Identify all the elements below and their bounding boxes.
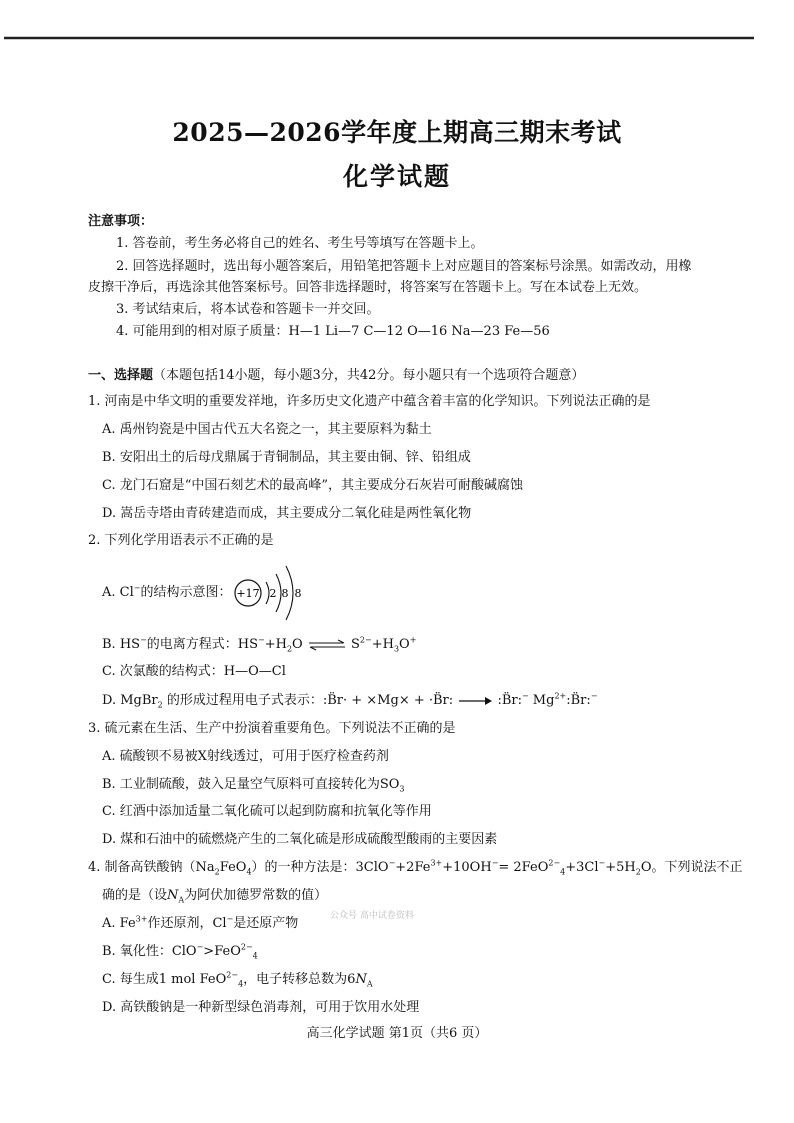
q4c-n: N bbox=[355, 972, 367, 987]
question-4-option-c bbox=[102, 971, 373, 989]
exam-subject: 化学试题 bbox=[342, 162, 451, 191]
q2b-right3: O bbox=[399, 637, 410, 652]
q4-sub2: 4 bbox=[246, 867, 252, 877]
question-1-option-a: A. 禹州钧瓷是中国古代五大名瓷之一，其主要原料为黏土 bbox=[102, 422, 432, 437]
q3b-prefix: B. 工业制硫酸，鼓入足量空气原料可直接转化为SO bbox=[102, 777, 400, 792]
cl-structure-diagram bbox=[228, 560, 318, 626]
q4a-sup: 3+ bbox=[135, 914, 148, 924]
q4-na-sub: A bbox=[178, 895, 185, 905]
question-2-option-d bbox=[102, 692, 597, 710]
note-item: 3. 考试结束后，将本试卷和答题卡一并交回。 bbox=[116, 302, 380, 317]
question-2-option-c: C. 次氯酸的结构式：H—O—Cl bbox=[102, 664, 286, 679]
q2d-right2: :B̈r: bbox=[566, 693, 591, 708]
question-4-stem-line2 bbox=[102, 887, 327, 905]
q2b-sup2: − bbox=[258, 635, 265, 645]
q4a-sup2: − bbox=[226, 914, 234, 924]
q4-sup1: − bbox=[388, 858, 396, 868]
q4-sup5: − bbox=[598, 858, 606, 868]
q2b-prefix: B. HS bbox=[102, 637, 141, 652]
q4-sup4: 2− bbox=[548, 858, 561, 868]
question-3-option-c: C. 红酒中添加适量二氧化硫可以起到防腐和抗氧化等作用 bbox=[102, 804, 432, 819]
q4-sup3: − bbox=[491, 858, 499, 868]
note-item: 4. 可能用到的相对原子质量：H—1 Li—7 C—12 O—16 Na—23 Fe—56 bbox=[116, 324, 550, 339]
q2d-prefix: D. MgBr bbox=[102, 693, 158, 708]
q2a-sup: − bbox=[133, 583, 141, 593]
q4b-2: >FeO bbox=[203, 944, 241, 959]
question-1-option-d: D. 嵩岳寺塔由青砖建造而成，其主要成分二氧化硅是两性氧化物 bbox=[102, 506, 472, 521]
question-3-option-d: D. 煤和石油中的硫燃烧产生的二氧化硫是形成硫酸型酸雨的主要因素 bbox=[102, 832, 498, 847]
q4-s8: +5H bbox=[605, 860, 636, 875]
q2d-mg: Mg bbox=[528, 693, 555, 708]
shell-1-electrons: 2 bbox=[269, 587, 277, 600]
q4-sup2: 3+ bbox=[430, 858, 443, 868]
q2d-sup3: − bbox=[590, 691, 598, 701]
shell-2-electrons: 8 bbox=[281, 587, 289, 600]
question-3-stem: 3. 硫元素在生活、生产中扮演着重要角色。下列说法不正确的是 bbox=[88, 721, 456, 736]
q4-s3: ）的一种方法是：3ClO bbox=[251, 860, 389, 875]
q2a-prefix: A. Cl bbox=[102, 585, 134, 600]
q2b-sub2: 3 bbox=[393, 644, 400, 654]
section-title-text: 一、选择题 bbox=[88, 368, 154, 383]
q2b-sup: − bbox=[140, 635, 147, 645]
question-4-option-d: D. 高铁酸钠是一种新型绿色消毒剂，可用于饮用水处理 bbox=[102, 1000, 420, 1015]
q2b-sup3: 2− bbox=[359, 635, 372, 645]
q4-s9: O。下列说法不正 bbox=[640, 860, 743, 875]
shell-3-electrons: 8 bbox=[294, 587, 302, 600]
page-footer: 高三化学试题 第1页（共6 页） bbox=[306, 1026, 488, 1041]
q4-sub5: 2 bbox=[635, 867, 641, 877]
q4c-sub: 4 bbox=[238, 979, 244, 989]
question-2-option-a bbox=[102, 584, 231, 602]
question-4-option-b bbox=[102, 943, 258, 961]
reaction-arrow-icon bbox=[457, 696, 493, 706]
q4-s4: +2Fe bbox=[395, 860, 431, 875]
notes-heading: 注意事项： bbox=[88, 214, 154, 229]
question-4-stem-line1 bbox=[88, 859, 743, 877]
question-2-stem: 2. 下列化学用语表示不正确的是 bbox=[88, 533, 274, 548]
note-item: 1. 答卷前，考生务必将自己的姓名、考生号等填写在答题卡上。 bbox=[116, 236, 484, 251]
question-1-stem: 1. 河南是中华文明的重要发祥地，许多历史文化遗产中蕴含着丰富的化学知识。下列说法正确的是 bbox=[88, 394, 651, 409]
section-desc: （本题包括14小题，每小题3分，共42分。每小题只有一个选项符合题意） bbox=[153, 368, 585, 383]
q2a-text: 的结构示意图： bbox=[140, 585, 232, 600]
q4-s5: +10OH bbox=[442, 860, 492, 875]
q4c-1: C. 每生成1 mol FeO bbox=[102, 972, 227, 987]
q4c-2: ，电子转移总数为6 bbox=[243, 972, 356, 987]
q2d-left: :B̈r· + ×Mg× + ·B̈r: bbox=[322, 693, 454, 708]
q4-l2a: 确的是（设 bbox=[102, 888, 168, 903]
q4-sub1: 2 bbox=[214, 867, 220, 877]
exam-title: 2025—2026学年度上期高三期末考试 bbox=[172, 118, 622, 147]
q4-l2b: 为阿伏加德罗常数的值） bbox=[184, 888, 328, 903]
q2d-right: :B̈r: bbox=[497, 693, 522, 708]
q2d-text: 的形成过程用电子式表示： bbox=[162, 693, 323, 708]
q4a-3: 是还原产物 bbox=[233, 916, 299, 931]
q4b-sup: − bbox=[196, 942, 204, 952]
q2b-right2: +H bbox=[371, 637, 394, 652]
q4-sub4: 4 bbox=[560, 867, 566, 877]
q2d-sub: 2 bbox=[157, 700, 163, 710]
q4-s2: FeO bbox=[219, 860, 247, 875]
header-rule bbox=[4, 36, 754, 40]
q4b-1: B. 氧化性：ClO bbox=[102, 944, 197, 959]
q4c-sup: 2− bbox=[226, 970, 239, 980]
q2d-sup2: 2+ bbox=[554, 691, 567, 701]
question-1-option-c: C. 龙门石窟是“中国石刻艺术的最高峰”，其主要成分石灰岩可耐酸碱腐蚀 bbox=[102, 478, 524, 493]
nucleus-charge: +17 bbox=[236, 587, 260, 600]
q3b-sub: 3 bbox=[399, 784, 405, 794]
q4b-sup2: 2− bbox=[240, 942, 253, 952]
q4-s6: = 2FeO bbox=[498, 860, 549, 875]
q2b-sub: 2 bbox=[286, 644, 293, 654]
q4-na: N bbox=[167, 888, 179, 903]
watermark: 公众号 高中试卷资料 bbox=[330, 911, 414, 921]
q4a-2: 作还原剂，Cl bbox=[147, 916, 227, 931]
equilibrium-arrow-icon bbox=[307, 639, 347, 651]
note-item: 皮擦干净后，再选涂其他答案标号。回答非选择题时，将答案写在答题卡上。写在本试卷上无效。 bbox=[88, 280, 648, 295]
question-3-option-b bbox=[102, 776, 404, 794]
q2d-sup1: − bbox=[521, 691, 529, 701]
q4a-1: A. Fe bbox=[102, 916, 136, 931]
q2b-right: S bbox=[351, 637, 360, 652]
q4-s1: 4. 制备高铁酸钠（Na bbox=[88, 860, 215, 875]
q4-s7: +3Cl bbox=[565, 860, 599, 875]
q2b-plus: +H bbox=[264, 637, 287, 652]
q2b-sup4: + bbox=[409, 635, 417, 645]
question-3-option-a: A. 硫酸钡不易被X射线透过，可用于医疗检查药剂 bbox=[102, 749, 389, 764]
q4c-nsub: A bbox=[366, 979, 373, 989]
question-4-option-a bbox=[102, 915, 298, 933]
question-2-option-b bbox=[102, 636, 416, 654]
note-item: 2. 回答选择题时，选出每小题答案后，用铅笔把答题卡上对应题目的答案标号涂黑。如需改动，用橡 bbox=[116, 259, 692, 274]
q2b-o: O bbox=[292, 637, 303, 652]
q4b-sub2: 4 bbox=[252, 951, 258, 961]
q2b-text: 的电离方程式：HS bbox=[146, 637, 259, 652]
section-title bbox=[88, 367, 584, 385]
question-1-option-b: B. 安阳出土的后母戊鼎属于青铜制品，其主要由铜、锌、铅组成 bbox=[102, 450, 471, 465]
